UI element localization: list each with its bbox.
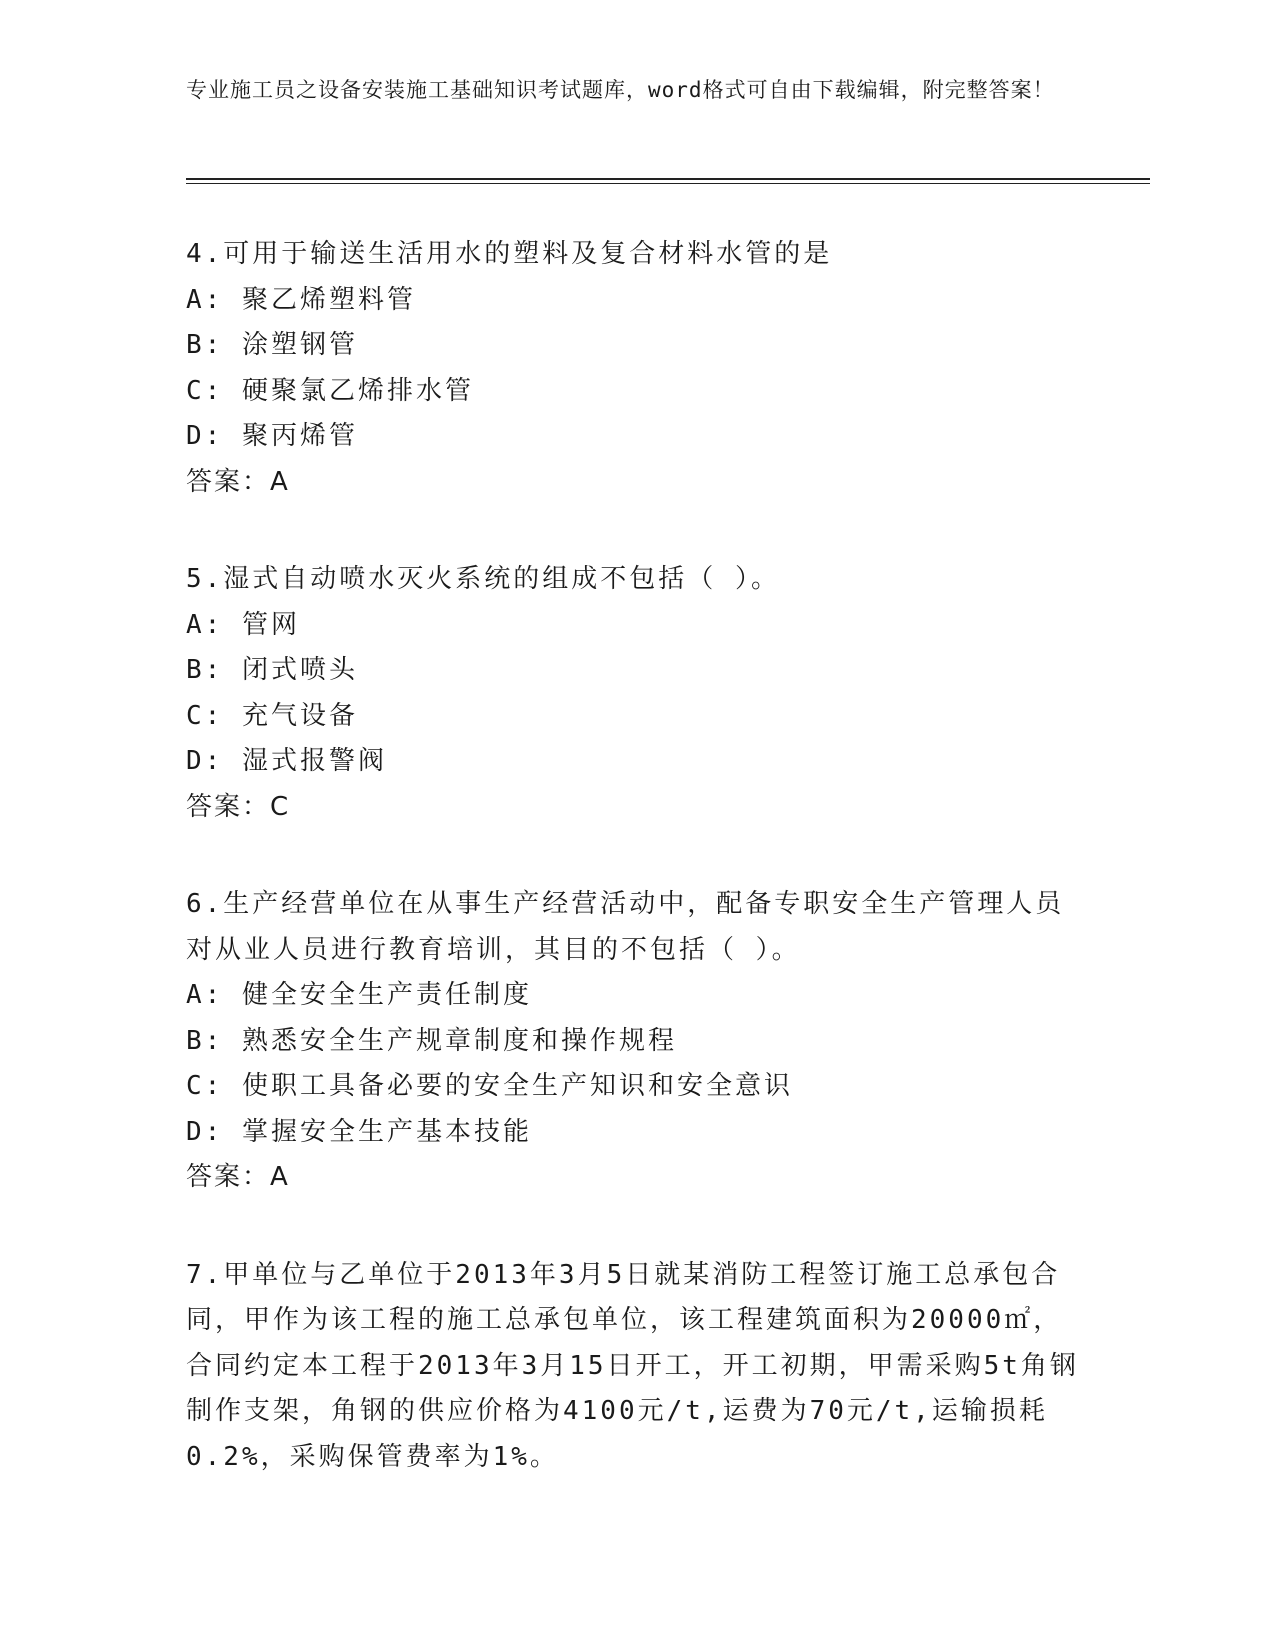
answer-label: 答案：A: [186, 1162, 290, 1192]
header-divider-thick: [186, 178, 1150, 180]
option-b: B: 涂塑钢管: [186, 330, 358, 360]
question-list: [186, 232, 1086, 1532]
option-c: C: 充气设备: [186, 700, 358, 731]
answer-label: 答案：C: [186, 791, 291, 822]
option-a: A: 聚乙烯塑料管: [186, 284, 416, 315]
option-d: D: 掌握安全生产基本技能: [186, 1116, 532, 1147]
option-c: C: 使职工具备必要的安全生产知识和安全意识: [186, 1071, 793, 1101]
option-d: D: 聚丙烯管: [186, 421, 358, 451]
header-divider-thin: [186, 183, 1150, 184]
document-header: [186, 72, 1066, 108]
question-stem: 5.湿式自动喷水灭火系统的组成不包括（ ）。: [186, 564, 780, 594]
option-b: B: 闭式喷头: [186, 655, 358, 685]
option-c: C: 硬聚氯乙烯排水管: [186, 375, 474, 406]
question-7: [186, 1253, 1086, 1481]
option-d: D: 湿式报警阀: [186, 746, 387, 776]
question-stem: 6.生产经营单位在从事生产经营活动中，配备专职安全生产管理人员对从业人员进行教育培训，其目的不包括（ ）。: [186, 889, 1065, 965]
option-b: B: 熟悉安全生产规章制度和操作规程: [186, 1025, 677, 1056]
question-5: [186, 557, 1086, 830]
question-stem: 4.可用于输送生活用水的塑料及复合材料水管的是: [186, 239, 833, 269]
question-stem: 7.甲单位与乙单位于2013年3月5日就某消防工程签订施工总承包合同，甲作为该工程的施工总承包单位，该工程建筑面积为20000㎡，合同约定本工程于2013年3月15日开工，开工初期，甲需采购5t角钢制作支架，角钢的供应价格为4100元/t,运费为70元/t,运输损耗0.2%，采购保管费率为1%。: [186, 1259, 1079, 1472]
option-a: A: 健全安全生产责任制度: [186, 980, 532, 1010]
question-4: [186, 232, 1086, 505]
question-6: [186, 882, 1086, 1201]
answer-label: 答案：A: [186, 466, 290, 497]
header-intro-text: 专业施工员之设备安装施工基础知识考试题库，word格式可自由下载编辑，附完整答案！: [186, 78, 1055, 102]
option-a: A: 管网: [186, 609, 300, 640]
